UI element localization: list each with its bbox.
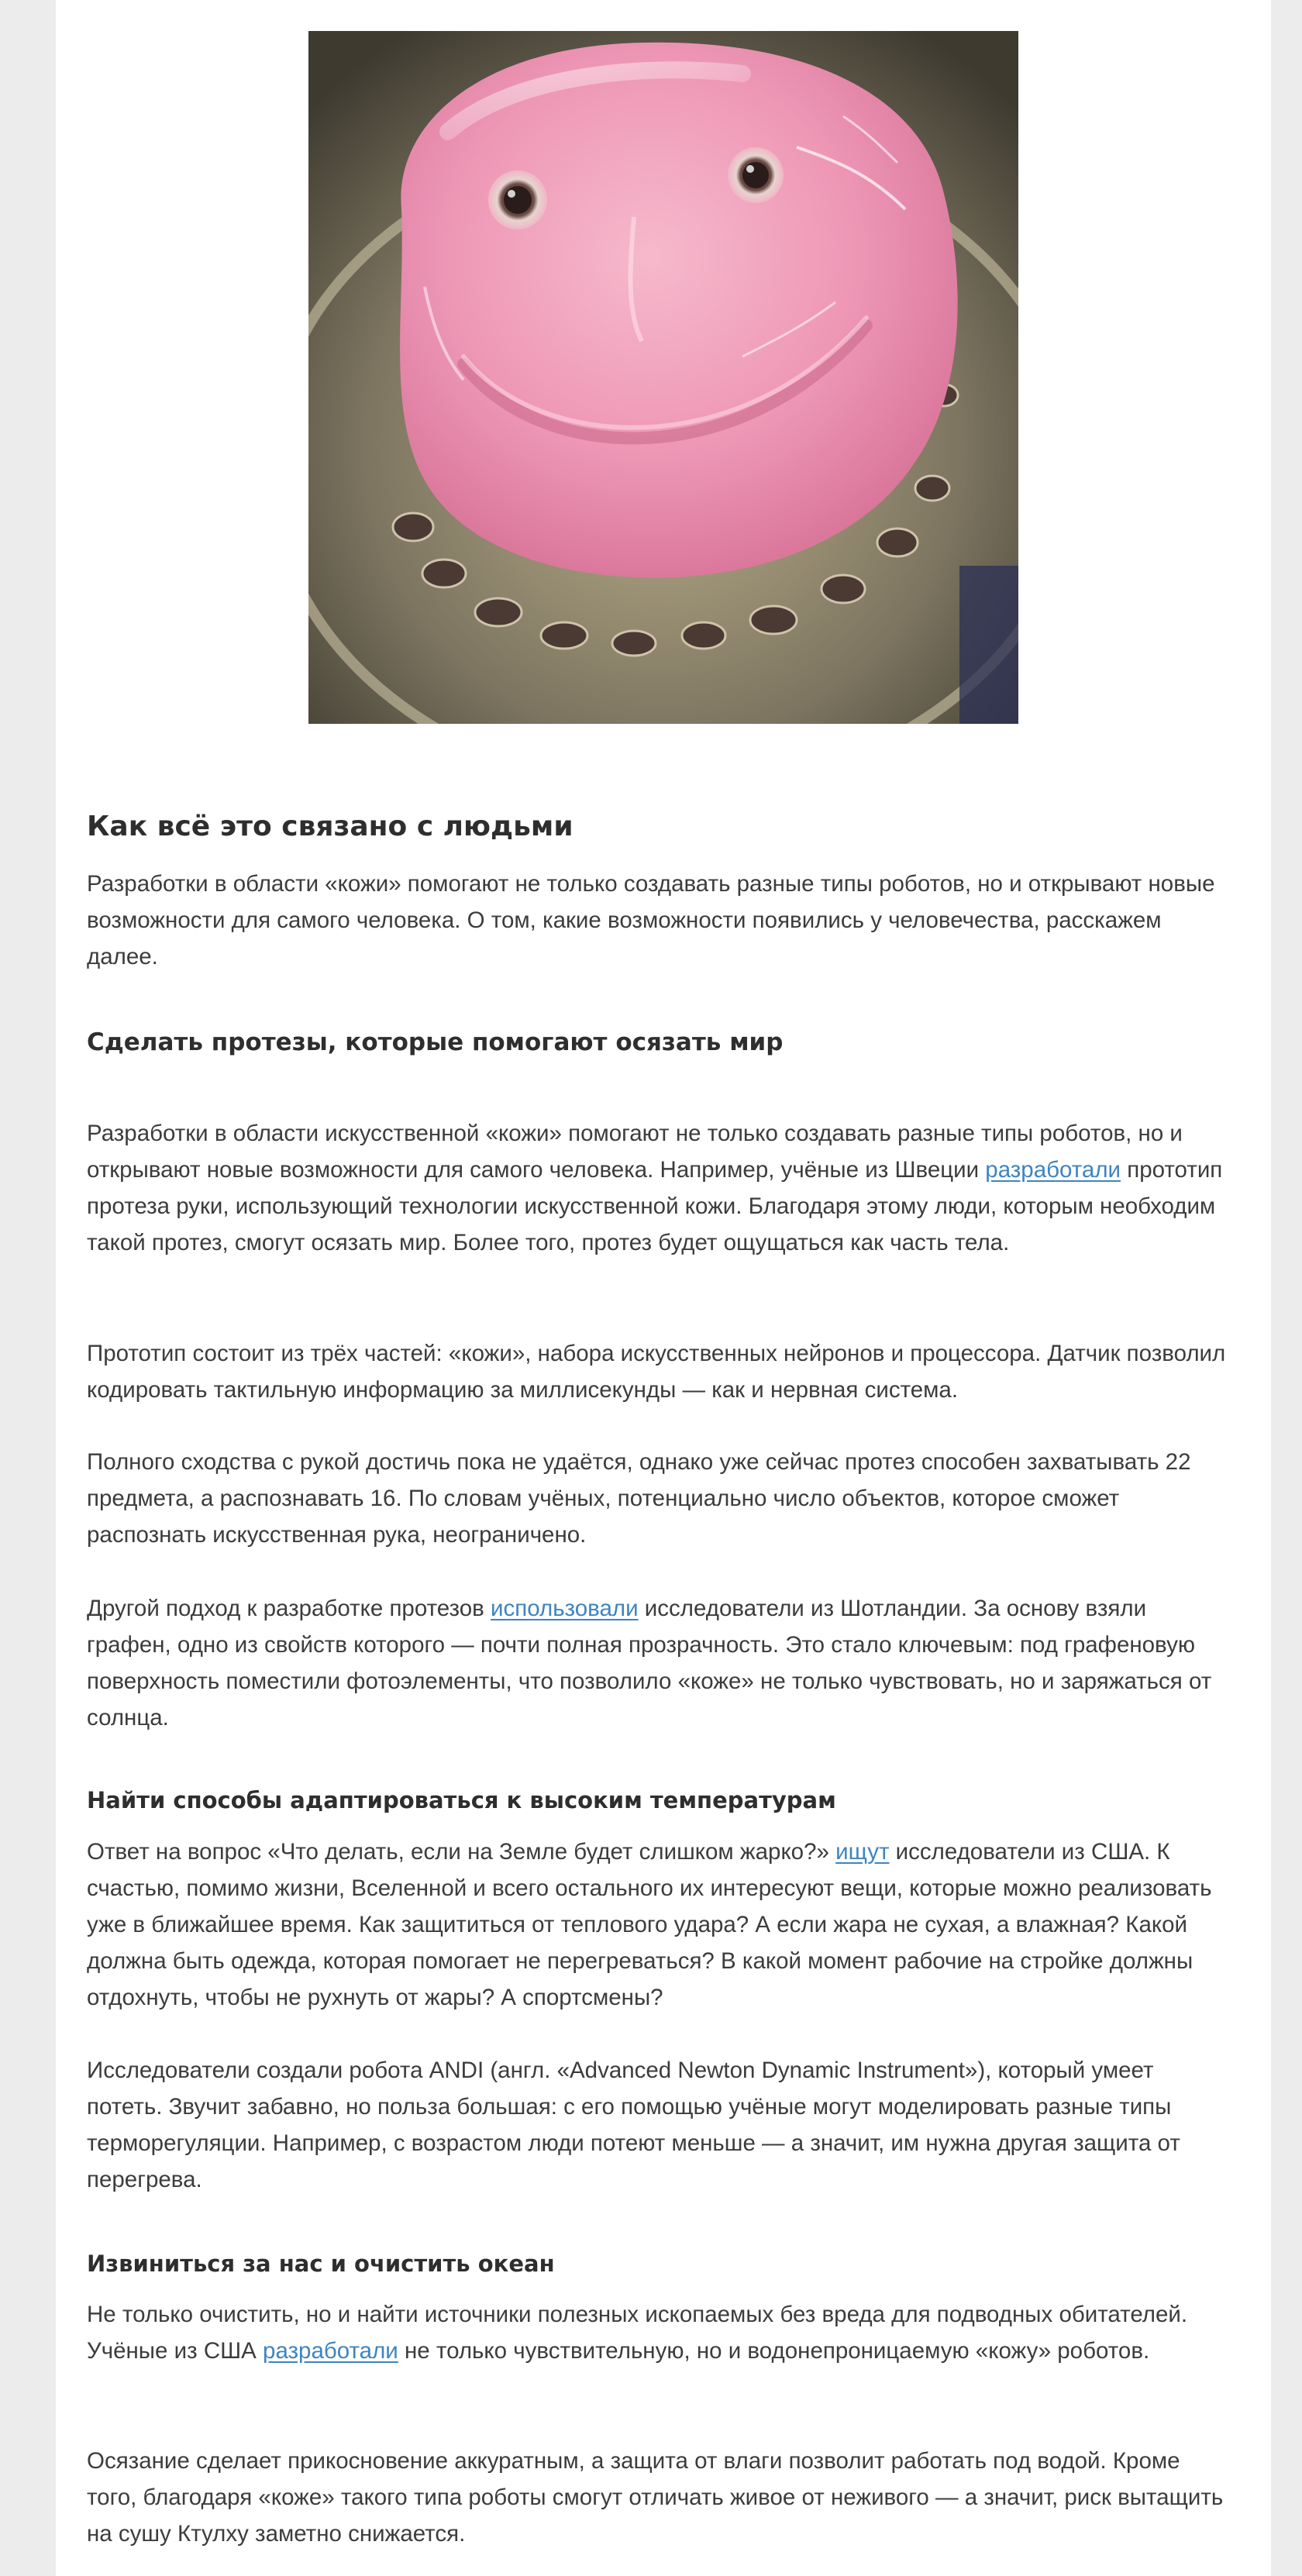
paragraph-text: исследователи из США. К счастью, помимо жизни, Вселенной и всего остального их интересуют вещи, которые можно реализовать уже в ближайшее время. Как защититься от теплового удара? А если жара не сухая, а влажная? Какой должна быть одежда, которая помогает не перегреваться? В какой момент рабочие на стройке должны отдохнуть, чтобы не рухнуть от жары? А спортсмены? (87, 1839, 1212, 2010)
ocean-paragraph-1 (87, 2296, 1234, 2369)
prosthesis-paragraph-4 (87, 1590, 1234, 1736)
ocean-paragraph-2: Осязание сделает прикосновение аккуратным, а защита от влаги позволит работать под водой. Кроме того, благодаря «коже» такого типа роботы смогут отличать живое от неживого — а значит, риск вытащить на сушу Ктулху заметно снижается. (87, 2448, 1224, 2547)
link-search-usa[interactable]: ищут (835, 1839, 890, 1865)
paragraph-text: исследователи из Шотландии. За основу взяли графен, одно из свойств которого — почти полная прозрачность. Это стало ключевым: под графеновую поверхность поместили фотоэлементы, что позволило «коже» не только чувствовать, но и заряжаться от солнца. (87, 1596, 1212, 1731)
section-intro: Разработки в области «кожи» помогают не только создавать разные типы роботов, но и открывают новые возможности для самого человека. О том, какие возможности появились у человечества, расскажем далее. (87, 871, 1215, 969)
prosthesis-paragraph-2: Прототип состоит из трёх частей: «кожи», набора искусственных нейронов и процессора. Датчик позволил кодировать тактильную информацию за миллисекунды — как и нервная система. (87, 1341, 1226, 1403)
section-title-people: Как всё это связано с людьми (87, 811, 574, 842)
article-page (56, 0, 1271, 2576)
link-developed-usa[interactable]: разработали (263, 2338, 398, 2364)
link-used-scotland[interactable]: использовали (491, 1596, 639, 1621)
paragraph-text: Ответ на вопрос «Что делать, если на Земле будет слишком жарко?» (87, 1839, 836, 1865)
paragraph-text: прототип протеза руки, использующий технологии искусственной кожи. Благодаря этому люди, которым необходим такой протез, смогут осязать мир. Более того, протез будет ощущаться как часть тела. (87, 1157, 1223, 1255)
paragraph-text: не только чувствительную, но и водонепроницаемую «кожу» роботов. (398, 2338, 1150, 2364)
section-title-ocean: Извиниться за нас и очистить океан (87, 2251, 555, 2277)
paragraph-text: Не только очистить, но и найти источники полезных ископаемых без вреда для подводных обитателей. Учёные из США (87, 2302, 1188, 2364)
hero-image (308, 31, 1018, 724)
prosthesis-paragraph-3: Полного сходства с рукой достичь пока не удаётся, однако уже сейчас протез способен захватывать 22 предмета, а распознавать 16. По словам учёных, потенциально число объектов, которое сможет распознать искусственная рука, неограничено. (87, 1449, 1191, 1548)
section-title-prosthesis: Сделать протезы, которые помогают осязать мир (87, 1028, 784, 1056)
heat-paragraph-1 (87, 1834, 1234, 2016)
section-title-heat: Найти способы адаптироваться к высоким температурам (87, 1787, 836, 1813)
link-developed-sweden[interactable]: разработали (985, 1157, 1121, 1183)
skin-face-picture (308, 31, 1018, 724)
prosthesis-paragraph-1 (87, 1115, 1234, 1261)
paragraph-text: Другой подход к разработке протезов (87, 1596, 491, 1621)
paragraph-text: Разработки в области искусственной «кожи» помогают не только создавать разные типы роботов, но и открывают новые возможности для самого человека. Например, учёные из Швеции (87, 1121, 1183, 1183)
heat-paragraph-2: Исследователи создали робота ANDI (англ. «Advanced Newton Dynamic Instrument»), который умеет потеть. Звучит забавно, но польза большая: с его помощью учёные могут моделировать разные типы терморегуляции. Например, с возрастом люди потеют меньше — а значит, им нужна другая защита от перегрева. (87, 2058, 1180, 2192)
